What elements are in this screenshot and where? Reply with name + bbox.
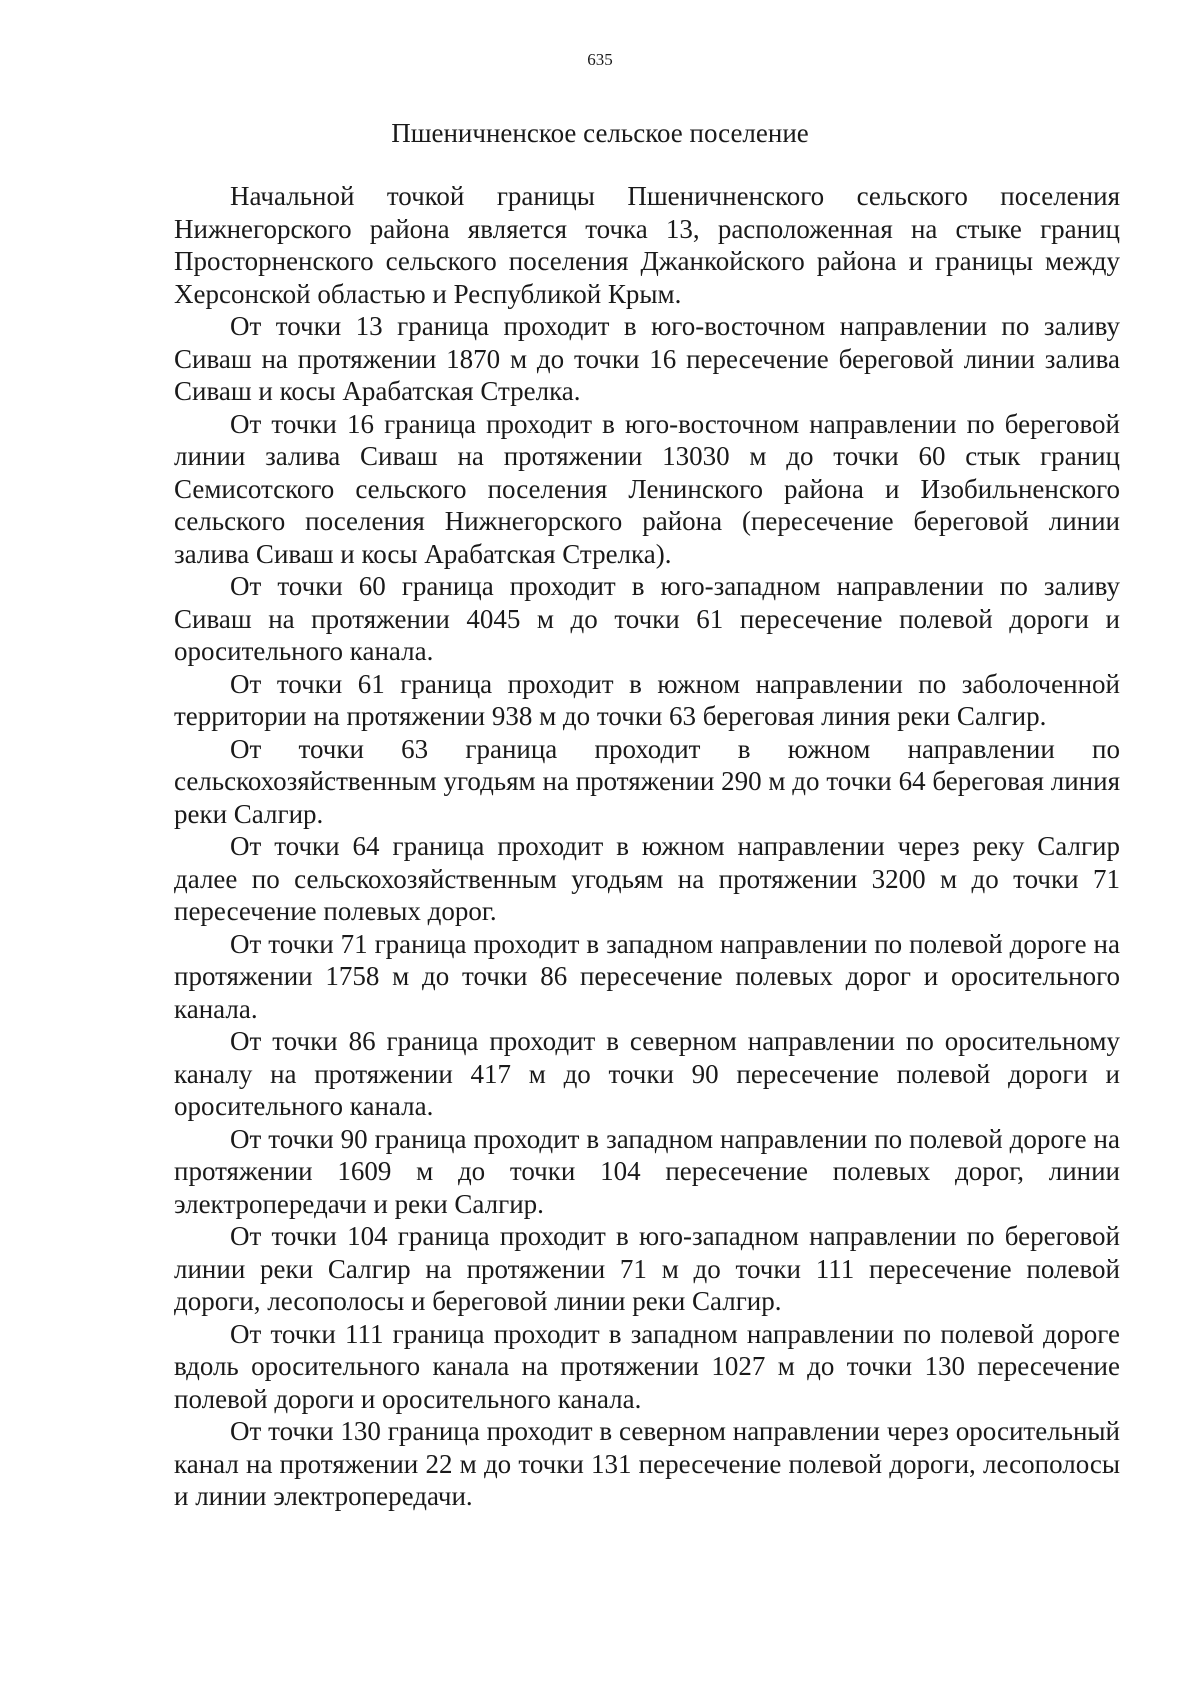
paragraph-8: От точки 71 граница проходит в западном направлении по полевой дороге на протяжении 1758 м до точки 86 пересечение полевых дорог и оросительного канала. — [174, 928, 1120, 1024]
document-title: Пшеничненское сельское поселение — [391, 118, 809, 148]
page-number: 635 — [587, 50, 613, 69]
paragraph-9: От точки 86 граница проходит в северном направлении по оросительному каналу на протяжении 417 м до точки 90 пересечение полевой дороги и оросительного канала. — [174, 1026, 1120, 1121]
paragraph-1: Начальной точкой границы Пшеничненского сельского поселения Нижнегорского района является точка 13, расположенная на стыке границ Просторненского сельского поселения Джанкойского района и границы между Херсонской областью и Республикой Крым. — [174, 181, 1120, 309]
document-body — [174, 180, 1120, 1513]
paragraph-3: От точки 16 граница проходит в юго-восточном направлении по береговой линии залива Сиваш на протяжении 13030 м до точки 60 стык границ Семисотского сельского поселения Ленинского района и Изобильненского сельского поселения Нижнегорского района (пересечение береговой линии залива Сиваш и косы Арабатская Стрелка). — [174, 408, 1120, 569]
paragraph-7: От точки 64 граница проходит в южном направлении через реку Салгир далее по сельскохозяйственным угодьям на протяжении 3200 м до точки 71 пересечение полевых дорог. — [174, 831, 1120, 926]
paragraph-10: От точки 90 граница проходит в западном направлении по полевой дороге на протяжении 1609 м до точки 104 пересечение полевых дорог, линии электропередачи и реки Салгир. — [174, 1123, 1120, 1219]
paragraph-6: От точки 63 граница проходит в южном направлении по сельскохозяйственным угодьям на протяжении 290 м до точки 64 береговая линия реки Салгир. — [174, 733, 1120, 829]
paragraph-12: От точки 111 граница проходит в западном направлении по полевой дороге вдоль оросительного канала на протяжении 1027 м до точки 130 пересечение полевой дороги и оросительного канала. — [174, 1318, 1120, 1414]
paragraph-13: От точки 130 граница проходит в северном направлении через оросительный канал на протяжении 22 м до точки 131 пересечение полевой дороги, лесополосы и линии электропередачи. — [174, 1416, 1120, 1511]
paragraph-11: От точки 104 граница проходит в юго-западном направлении по береговой линии реки Салгир на протяжении 71 м до точки 111 пересечение полевой дороги, лесополосы и береговой линии реки Салгир. — [174, 1221, 1120, 1316]
paragraph-4: От точки 60 граница проходит в юго-западном направлении по заливу Сиваш на протяжении 4045 м до точки 61 пересечение полевой дороги и оросительного канала. — [174, 571, 1120, 666]
paragraph-2: От точки 13 граница проходит в юго-восточном направлении по заливу Сиваш на протяжении 1870 м до точки 16 пересечение береговой линии залива Сиваш и косы Арабатская Стрелка. — [174, 311, 1120, 406]
paragraph-5: От точки 61 граница проходит в южном направлении по заболоченной территории на протяжении 938 м до точки 63 береговая линия реки Салгир. — [174, 668, 1120, 731]
